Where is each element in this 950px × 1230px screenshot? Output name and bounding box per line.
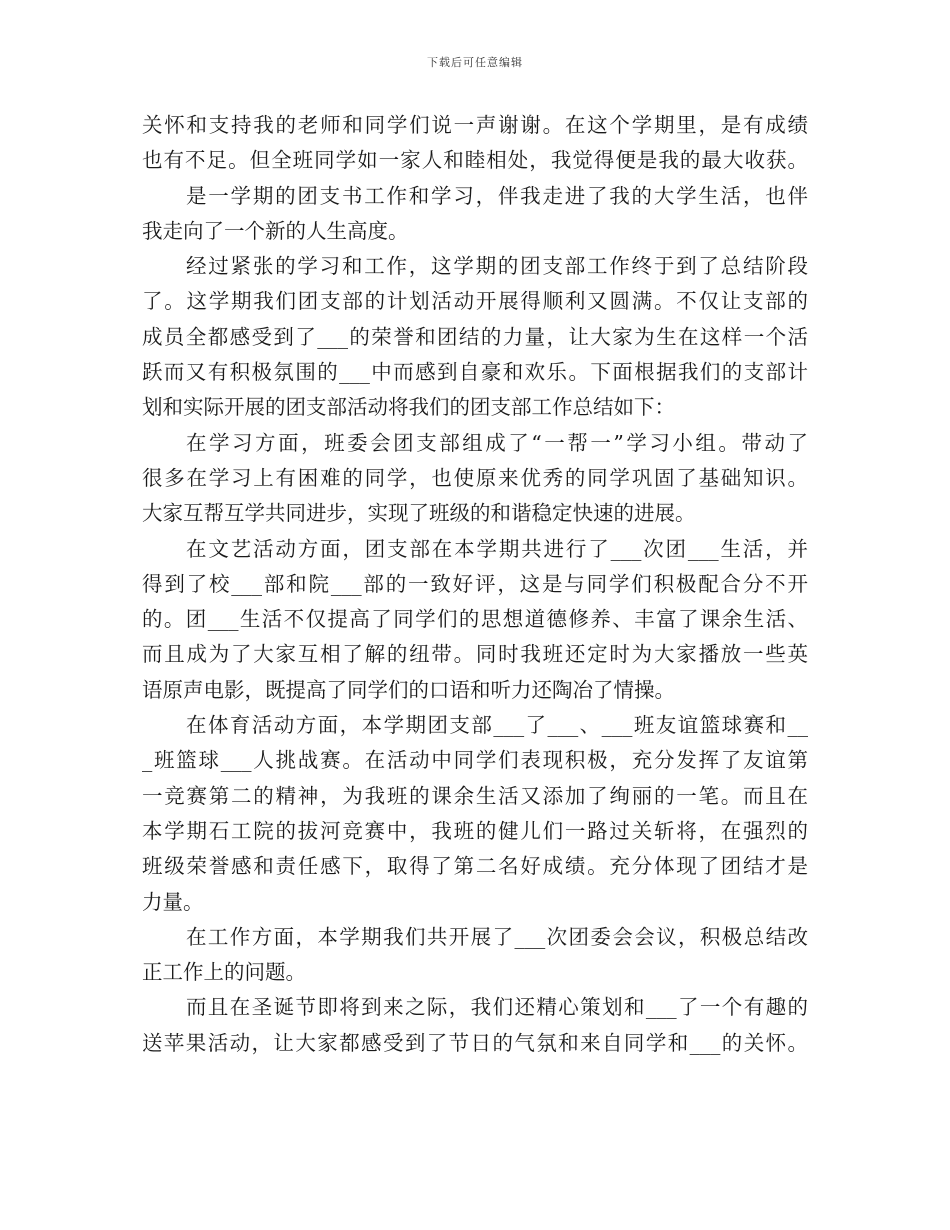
text-line: 也有不足。但全班同学如一家人和睦相处，我觉得便是我的最大收获。: [142, 148, 808, 173]
text-line: 的。团___生活不仅提高了同学们的思想道德修养、丰富了课余生活、: [142, 607, 808, 632]
text-line: 一竞赛第二的精神，为我班的课余生活又添加了绚丽的一笔。而且在: [142, 783, 808, 808]
text-line: 是一学期的团支书工作和学习，伴我走进了我的大学生活，也伴: [186, 183, 808, 208]
text-line: 大家互帮互学共同进步，实现了班级的和谐稳定快速的进展。: [142, 501, 696, 526]
text-line: 而且在圣诞节即将到来之际，我们还精心策划和___了一个有趣的: [186, 995, 808, 1020]
document-body: [142, 108, 808, 1061]
text-line: 送苹果活动，让大家都感受到了节日的气氛和来自同学和___的关怀。: [142, 1030, 808, 1055]
text-line: 班级荣誉感和责任感下，取得了第二名好成绩。充分体现了团结才是: [142, 854, 808, 879]
text-line: 跃而又有积极氛围的___中而感到自豪和欢乐。下面根据我们的支部计: [142, 360, 808, 385]
text-line: 正工作上的问题。: [142, 960, 306, 985]
text-line: 得到了校___部和院___部的一致好评，这是与同学们积极配合分不开: [142, 571, 808, 596]
text-line: 很多在学习上有困难的同学，也使原来优秀的同学巩固了基础知识。: [142, 465, 808, 490]
text-line: 在学习方面，班委会团支部组成了“一帮一”学习小组。带动了: [186, 430, 808, 455]
text-line: _班篮球___人挑战赛。在活动中同学们表现积极，充分发挥了友谊第: [142, 748, 808, 773]
text-line: 本学期石工院的拔河竞赛中，我班的健儿们一路过关斩将，在强烈的: [142, 818, 808, 843]
text-line: 力量。: [142, 889, 204, 914]
text-line: 在文艺活动方面，团支部在本学期共进行了___次团___生活，并: [186, 536, 808, 561]
text-line: 而且成为了大家互相了解的纽带。同时我班还定时为大家播放一些英: [142, 642, 808, 667]
text-line: 成员全都感受到了___的荣誉和团结的力量，让大家为生在这样一个活: [142, 324, 808, 349]
text-line: 了。这学期我们团支部的计划活动开展得顺利又圆满。不仅让支部的: [142, 289, 808, 314]
text-line: 划和实际开展的团支部活动将我们的团支部工作总结如下：: [142, 395, 675, 420]
text-line: 在工作方面，本学期我们共开展了___次团委会会议，积极总结改: [186, 924, 808, 949]
text-line: 经过紧张的学习和工作，这学期的团支部工作终于到了总结阶段: [186, 254, 808, 279]
page-header: 下载后可任意编辑: [427, 56, 523, 69]
text-line: 关怀和支持我的老师和同学们说一声谢谢。在这个学期里，是有成绩: [142, 113, 808, 137]
text-line: 我走向了一个新的人生高度。: [142, 218, 409, 243]
text-line: 在体育活动方面，本学期团支部___了___、___班友谊篮球赛和__: [186, 713, 808, 738]
text-line: 语原声电影，既提高了同学们的口语和听力还陶冶了情操。: [142, 677, 675, 702]
